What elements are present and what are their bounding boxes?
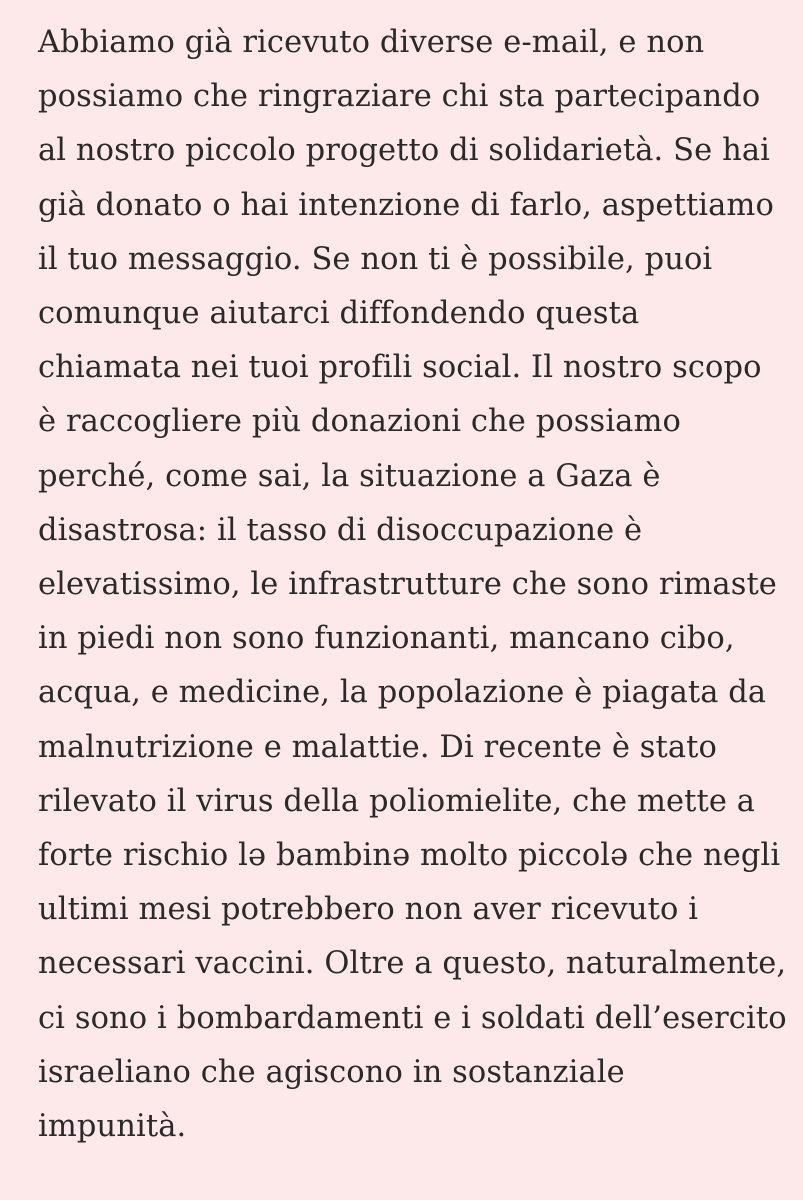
- paragraph-line: ultimi mesi potrebbero non aver ricevuto i: [38, 892, 699, 928]
- paragraph-line: impunità.: [38, 1109, 187, 1145]
- paragraph-line: malnutrizione e malattie. Di recente è stato: [38, 729, 717, 765]
- paragraph-line: già donato o hai intenzione di farlo, aspettiamo: [38, 187, 774, 223]
- paragraph-line: disastrosa: il tasso di disoccupazione è: [38, 512, 643, 548]
- paragraph-line: perché, come sai, la situazione a Gaza è: [38, 458, 661, 494]
- paragraph-line: al nostro piccolo progetto di solidarietà. Se hai: [38, 133, 770, 169]
- paragraph-line: in piedi non sono funzionanti, mancano cibo,: [38, 621, 735, 657]
- paragraph-line: chiamata nei tuoi profili social. Il nostro scopo: [38, 350, 762, 386]
- paragraph-line: forte rischio lə bambinə molto piccolə che negli: [38, 838, 781, 874]
- paragraph-line: il tuo messaggio. Se non ti è possibile, puoi: [38, 241, 713, 277]
- paragraph-line: elevatissimo, le infrastrutture che sono rimaste: [38, 567, 777, 603]
- paragraph-line: è raccogliere più donazioni che possiamo: [38, 404, 681, 440]
- paragraph-line: comunque aiutarci diffondendo questa: [38, 296, 640, 332]
- paragraph-line: Abbiamo già ricevuto diverse e-mail, e non: [38, 25, 705, 60]
- paragraph: [38, 16, 798, 1154]
- article-body: [38, 16, 798, 1154]
- paragraph-line: israeliano che agiscono in sostanziale: [38, 1054, 625, 1090]
- paragraph-line: possiamo che ringraziare chi sta partecipando: [38, 79, 761, 115]
- paragraph-line: necessari vaccini. Oltre a questo, naturalmente,: [38, 946, 787, 982]
- paragraph-line: rilevato il virus della poliomielite, che mette a: [38, 783, 756, 819]
- paragraph-line: acqua, e medicine, la popolazione è piagata da: [38, 675, 767, 711]
- paragraph-line: ci sono i bombardamenti e i soldati dell’esercito: [38, 1000, 787, 1036]
